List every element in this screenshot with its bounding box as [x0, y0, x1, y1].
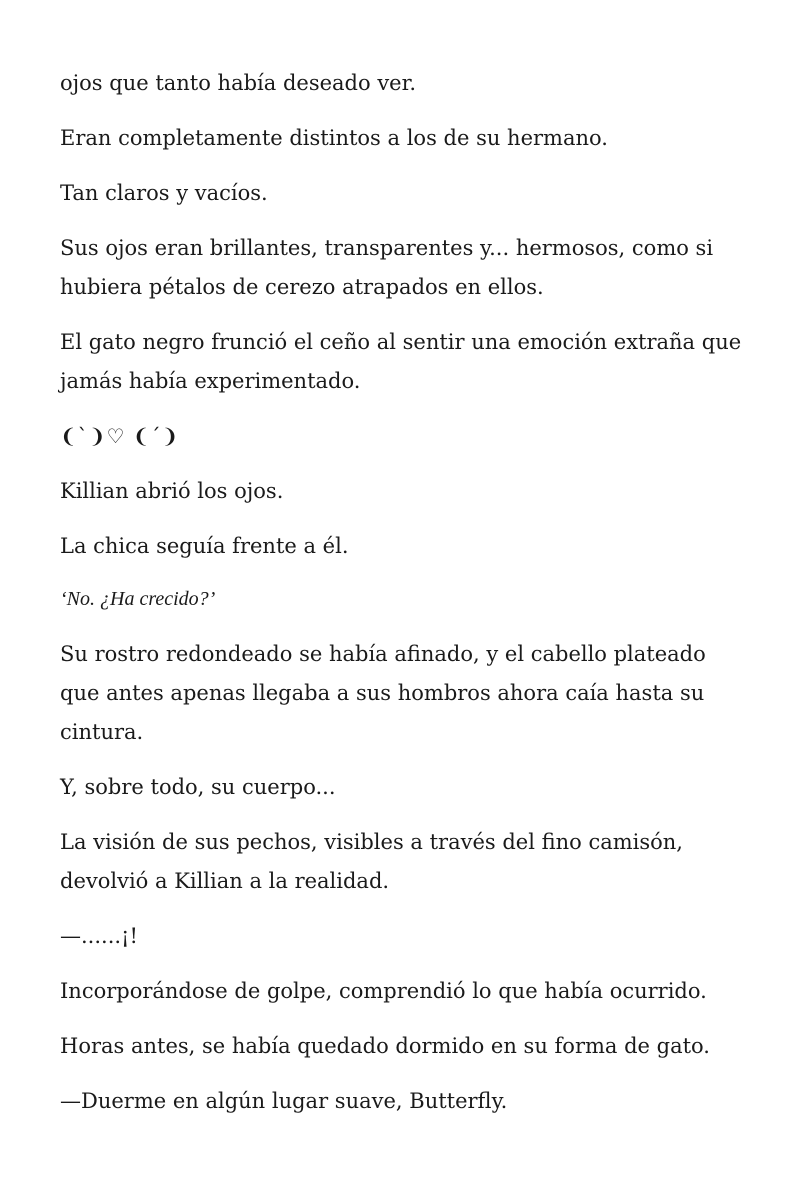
- paragraph: La visión de sus pechos, visibles a través del fino camisón, devolvió a Killian a la realidad.: [60, 830, 683, 893]
- story-text: [60, 64, 750, 1121]
- paragraph: Sus ojos eran brillantes, transparentes y... hermosos, como si hubiera pétalos de cerezo atrapados en ellos.: [60, 236, 714, 299]
- dialogue-line: —......¡!: [60, 924, 138, 948]
- paragraph: Horas antes, se había quedado dormido en su forma de gato.: [60, 1034, 710, 1058]
- paragraph: ojos que tanto había deseado ver.: [60, 71, 417, 95]
- paragraph: Eran completamente distintos a los de su hermano.: [60, 126, 608, 150]
- paragraph: Y, sobre todo, su cuerpo...: [60, 775, 336, 799]
- dialogue-line: —Duerme en algún lugar suave, Butterfly.: [60, 1089, 508, 1113]
- paragraph: Killian abrió los ojos.: [60, 479, 284, 503]
- scene-break-glyphs: ❨`❩♡ ❨´❩: [60, 424, 180, 448]
- paragraph: El gato negro frunció el ceño al sentir una emoción extraña que jamás había experimentado.: [60, 330, 742, 393]
- paragraph: La chica seguía frente a él.: [60, 534, 349, 558]
- inner-thought: ‘No. ¿Ha crecido?’: [60, 588, 216, 610]
- paragraph: Incorporándose de golpe, comprendió lo que había ocurrido.: [60, 979, 707, 1003]
- paragraph: Tan claros y vacíos.: [60, 181, 268, 205]
- paragraph: Su rostro redondeado se había afinado, y el cabello plateado que antes apenas llegaba a sus hombros ahora caía hasta su cintura.: [60, 642, 706, 744]
